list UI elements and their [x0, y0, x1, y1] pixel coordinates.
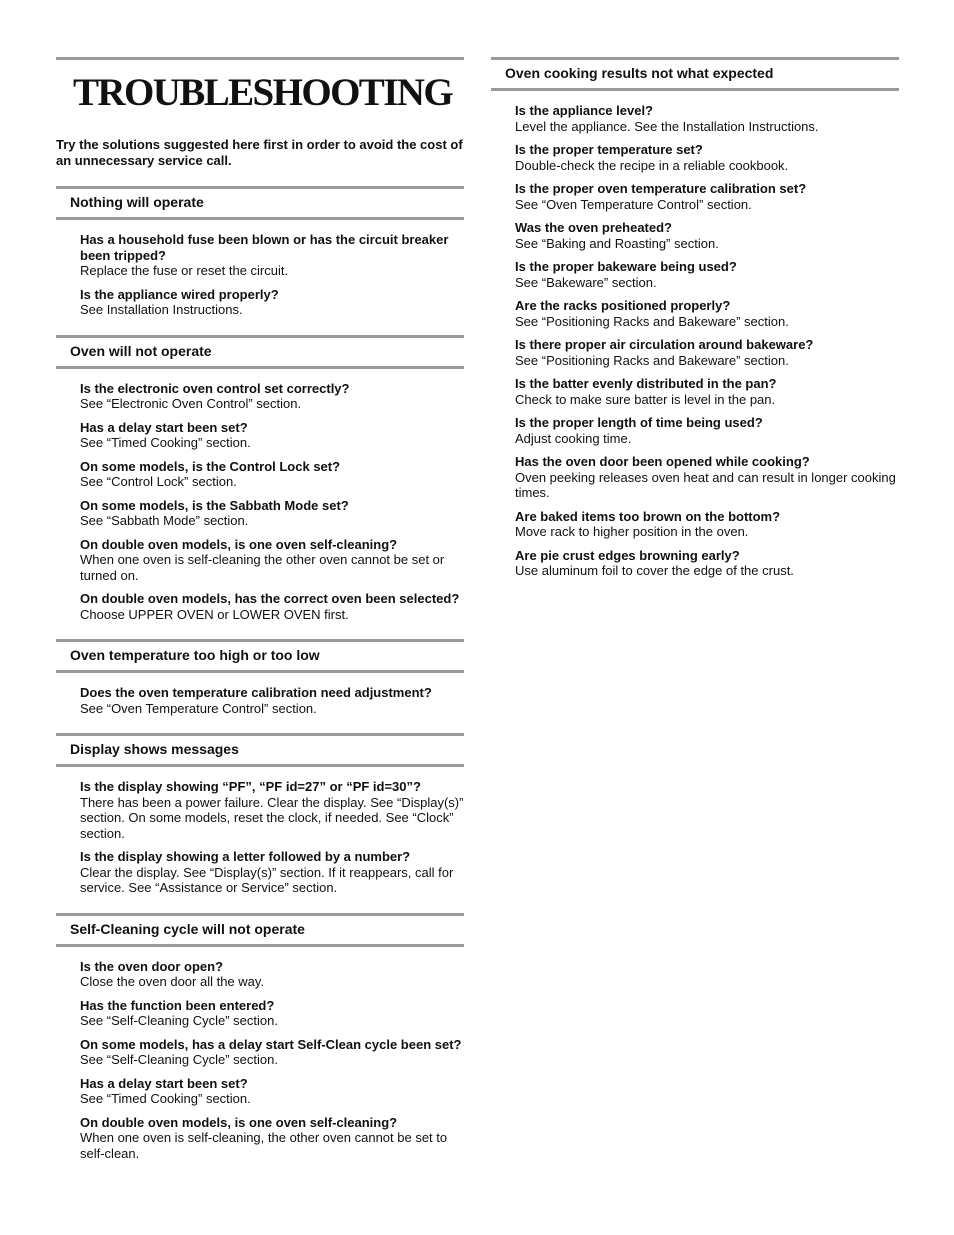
item-answer: See “Control Lock” section. — [80, 474, 237, 489]
troubleshooting-item — [80, 779, 464, 841]
item-answer: See “Sabbath Mode” section. — [80, 513, 249, 528]
item-question: Is the display showing “PF”, “PF id=27” or “PF id=30”? — [80, 779, 421, 794]
item-answer: Double-check the recipe in a reliable cookbook. — [515, 157, 789, 173]
item-question: Are the racks positioned properly? — [515, 298, 731, 313]
troubleshooting-item — [80, 1076, 464, 1107]
troubleshooting-item — [80, 1115, 464, 1162]
troubleshooting-item — [80, 498, 464, 529]
troubleshooting-item — [80, 232, 464, 279]
item-answer: See “Self-Cleaning Cycle” section. — [80, 1013, 278, 1028]
item-answer: See “Oven Temperature Control” section. — [80, 700, 317, 716]
item-question: Has a delay start been set? — [80, 419, 248, 435]
item-answer: Close the oven door all the way. — [80, 974, 265, 989]
item-question: Is the proper temperature set? — [515, 142, 703, 157]
troubleshooting-item — [80, 381, 464, 412]
item-question: On some models, is the Sabbath Mode set? — [80, 497, 349, 513]
item-question: On double oven models, is one oven self-cleaning? — [80, 1114, 398, 1130]
item-answer: Oven peeking releases oven heat and can result in longer cooking times. — [515, 469, 896, 500]
section-title: Oven temperature too high or too low — [56, 639, 464, 673]
item-question: Are pie crust edges browning early? — [515, 547, 740, 563]
troubleshooting-item — [80, 849, 464, 896]
troubleshooting-item — [80, 959, 464, 990]
section-oven-cooking-results-not-what-expected — [491, 57, 899, 579]
right-sections — [491, 57, 899, 579]
item-question: On some models, has a delay start Self-Clean cycle been set? — [80, 1036, 462, 1052]
item-question: Has a delay start been set? — [80, 1075, 248, 1091]
item-question: On double oven models, has the correct oven been selected? — [80, 591, 460, 606]
right-column — [491, 57, 899, 587]
troubleshooting-item — [80, 591, 464, 622]
item-question: Is the electronic oven control set correctly? — [80, 380, 350, 396]
troubleshooting-item — [80, 287, 464, 318]
section-items — [491, 91, 899, 579]
item-answer: See “Self-Cleaning Cycle” section. — [80, 1052, 278, 1067]
troubleshooting-item — [515, 181, 899, 212]
section-items — [56, 673, 464, 716]
item-answer: When one oven is self-cleaning the other oven cannot be set or turned on. — [80, 552, 445, 583]
section-items — [56, 369, 464, 623]
item-question: On double oven models, is one oven self-cleaning? — [80, 536, 398, 552]
section-title: Oven cooking results not what expected — [491, 57, 899, 91]
item-question: Has the function been entered? — [80, 997, 275, 1013]
troubleshooting-item — [80, 420, 464, 451]
item-answer: Replace the fuse or reset the circuit. — [80, 263, 289, 278]
item-question: Are baked items too brown on the bottom? — [515, 508, 781, 524]
section-self-cleaning-cycle-will-not-operate — [56, 913, 464, 1162]
section-nothing-will-operate — [56, 186, 464, 318]
troubleshooting-item — [515, 509, 899, 540]
item-answer: Move rack to higher position in the oven. — [515, 524, 749, 539]
item-answer: Level the appliance. See the Installation Instructions. — [515, 118, 819, 134]
item-answer: When one oven is self-cleaning, the other oven cannot be set to self-clean. — [80, 1130, 448, 1161]
item-question: Is the display showing a letter followed by a number? — [80, 849, 411, 864]
section-items — [56, 947, 464, 1162]
item-answer: Use aluminum foil to cover the edge of the crust. — [515, 563, 794, 578]
troubleshooting-item — [515, 259, 899, 290]
item-question: Is the batter evenly distributed in the pan? — [515, 376, 777, 391]
item-answer: See “Baking and Roasting” section. — [515, 235, 719, 251]
item-question: Is there proper air circulation around bakeware? — [515, 337, 814, 352]
item-question: Has a household fuse been blown or has the circuit breaker been tripped? — [80, 232, 449, 263]
item-answer: Check to make sure batter is level in the pan. — [515, 391, 776, 407]
item-question: Is the proper bakeware being used? — [515, 259, 737, 274]
troubleshooting-item — [80, 537, 464, 584]
troubleshooting-item — [515, 454, 899, 501]
troubleshooting-item — [515, 298, 899, 329]
section-title: Nothing will operate — [56, 186, 464, 220]
section-oven-temperature-too-high-or-too-low — [56, 639, 464, 716]
item-answer: See “Timed Cooking” section. — [80, 1091, 251, 1106]
item-question: Is the appliance level? — [515, 103, 653, 118]
item-answer: See “Electronic Oven Control” section. — [80, 396, 302, 411]
item-question: Was the oven preheated? — [515, 220, 672, 235]
section-title: Display shows messages — [56, 733, 464, 767]
item-answer: See “Bakeware” section. — [515, 274, 657, 290]
troubleshooting-item — [515, 376, 899, 407]
item-question: On some models, is the Control Lock set? — [80, 458, 341, 474]
section-items — [56, 767, 464, 896]
left-column — [56, 57, 464, 1169]
intro-text: Try the solutions suggested here first in order to avoid the cost of an unnecessary service call. — [56, 137, 463, 168]
item-question: Is the proper oven temperature calibration set? — [515, 181, 807, 196]
item-answer: See “Timed Cooking” section. — [80, 435, 251, 450]
troubleshooting-item — [80, 459, 464, 490]
troubleshooting-item — [515, 548, 899, 579]
section-title: Oven will not operate — [56, 335, 464, 369]
section-display-shows-messages — [56, 733, 464, 896]
item-question: Is the oven door open? — [80, 958, 224, 974]
item-answer: Clear the display. See “Display(s)” section. If it reappears, call for service. See “Assistance or Service” section. — [80, 864, 454, 895]
troubleshooting-item — [515, 337, 899, 368]
troubleshooting-item — [515, 103, 899, 134]
troubleshooting-item — [515, 142, 899, 173]
page-title: TROUBLESHOOTING — [56, 57, 464, 122]
item-question: Does the oven temperature calibration need adjustment? — [80, 685, 432, 700]
troubleshooting-item — [80, 685, 464, 716]
item-answer: There has been a power failure. Clear the display. See “Display(s)” section. On some models, reset the clock, if needed. See “Clock” section. — [80, 794, 464, 841]
left-sections — [56, 186, 464, 1161]
troubleshooting-item — [80, 998, 464, 1029]
section-title: Self-Cleaning cycle will not operate — [56, 913, 464, 947]
item-answer: See “Positioning Racks and Bakeware” section. — [515, 313, 789, 329]
troubleshooting-item — [515, 220, 899, 251]
item-question: Is the proper length of time being used? — [515, 415, 763, 430]
item-question: Has the oven door been opened while cooking? — [515, 454, 810, 469]
item-question: Is the appliance wired properly? — [80, 286, 279, 302]
item-answer: Adjust cooking time. — [515, 430, 632, 446]
item-answer: See Installation Instructions. — [80, 302, 243, 317]
troubleshooting-item — [515, 415, 899, 446]
item-answer: Choose UPPER OVEN or LOWER OVEN first. — [80, 606, 349, 622]
item-answer: See “Positioning Racks and Bakeware” section. — [515, 352, 789, 368]
troubleshooting-item — [80, 1037, 464, 1068]
section-items — [56, 220, 464, 318]
section-oven-will-not-operate — [56, 335, 464, 623]
item-answer: See “Oven Temperature Control” section. — [515, 196, 752, 212]
